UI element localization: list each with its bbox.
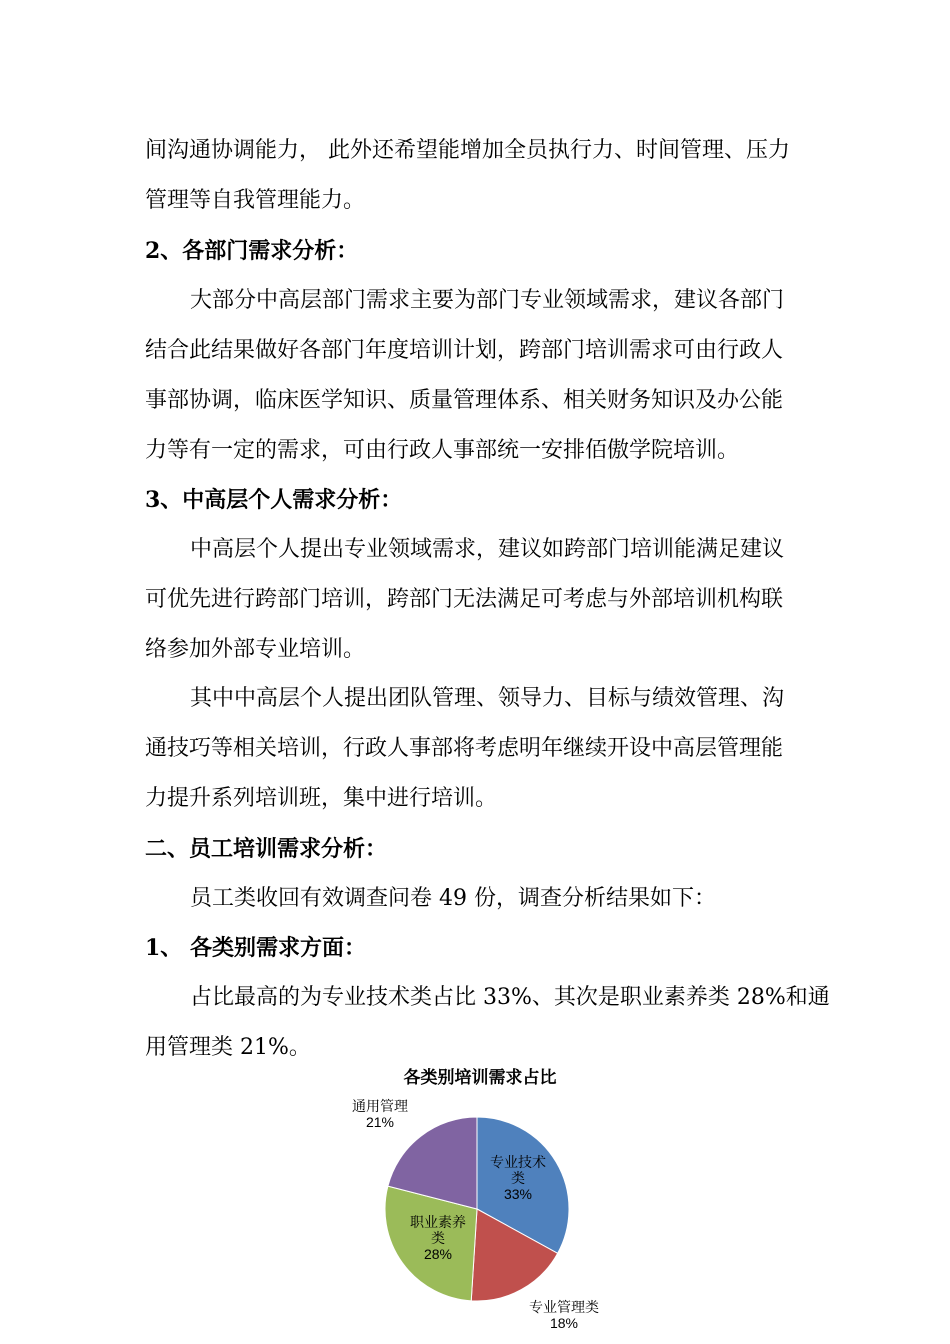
text-line: 结合此结果做好各部门年度培训计划，跨部门培训需求可由行政人 xyxy=(145,338,784,363)
text-line: 占比最高的为专业技术类占比 33%、其次是职业素养类 28%和通 xyxy=(190,985,830,1010)
text-line: 间沟通协调能力， 此外还希望能增加全员执行力、时间管理、压力 xyxy=(145,138,790,163)
pie-chart xyxy=(300,1055,660,1344)
section-heading: 2、各部门需求分析： xyxy=(145,238,359,264)
section-heading: 二、员工培训需求分析： xyxy=(145,836,388,862)
pie-slice-label: 专业技术类 33% xyxy=(490,1154,546,1202)
text-line: 络参加外部专业培训。 xyxy=(145,637,366,662)
pie-chart-svg xyxy=(300,1055,660,1344)
pie-slice-label: 专业管理类 18% xyxy=(529,1299,599,1331)
pie-slice-label: 职业素养类 28% xyxy=(410,1214,466,1262)
section-heading: 1、 各类别需求方面： xyxy=(145,935,366,961)
text-line: 其中中高层个人提出团队管理、领导力、目标与绩效管理、沟 xyxy=(190,686,785,711)
text-line: 通技巧等相关培训，行政人事部将考虑明年继续开设中高层管理能 xyxy=(145,736,784,761)
text-line: 事部协调，临床医学知识、质量管理体系、相关财务知识及办公能 xyxy=(145,388,784,413)
section-heading: 3、中高层个人需求分析： xyxy=(145,487,403,513)
text-line: 用管理类 21%。 xyxy=(145,1035,311,1060)
chart-title: 各类别培训需求占比 xyxy=(403,1068,557,1087)
text-line: 管理等自我管理能力。 xyxy=(145,188,366,213)
text-line: 员工类收回有效调查问卷 49 份，调查分析结果如下： xyxy=(190,886,716,911)
pie-slice-label: 通用管理 21% xyxy=(352,1098,408,1130)
text-line: 可优先进行跨部门培训，跨部门无法满足可考虑与外部培训机构联 xyxy=(145,587,784,612)
text-line: 中高层个人提出专业领域需求，建议如跨部门培训能满足建议 xyxy=(190,537,785,562)
text-line: 力等有一定的需求，可由行政人事部统一安排佰傲学院培训。 xyxy=(145,438,740,463)
text-line: 大部分中高层部门需求主要为部门专业领域需求，建议各部门 xyxy=(190,288,785,313)
pie-slices xyxy=(385,1117,569,1301)
text-line: 力提升系列培训班，集中进行培训。 xyxy=(145,786,498,811)
